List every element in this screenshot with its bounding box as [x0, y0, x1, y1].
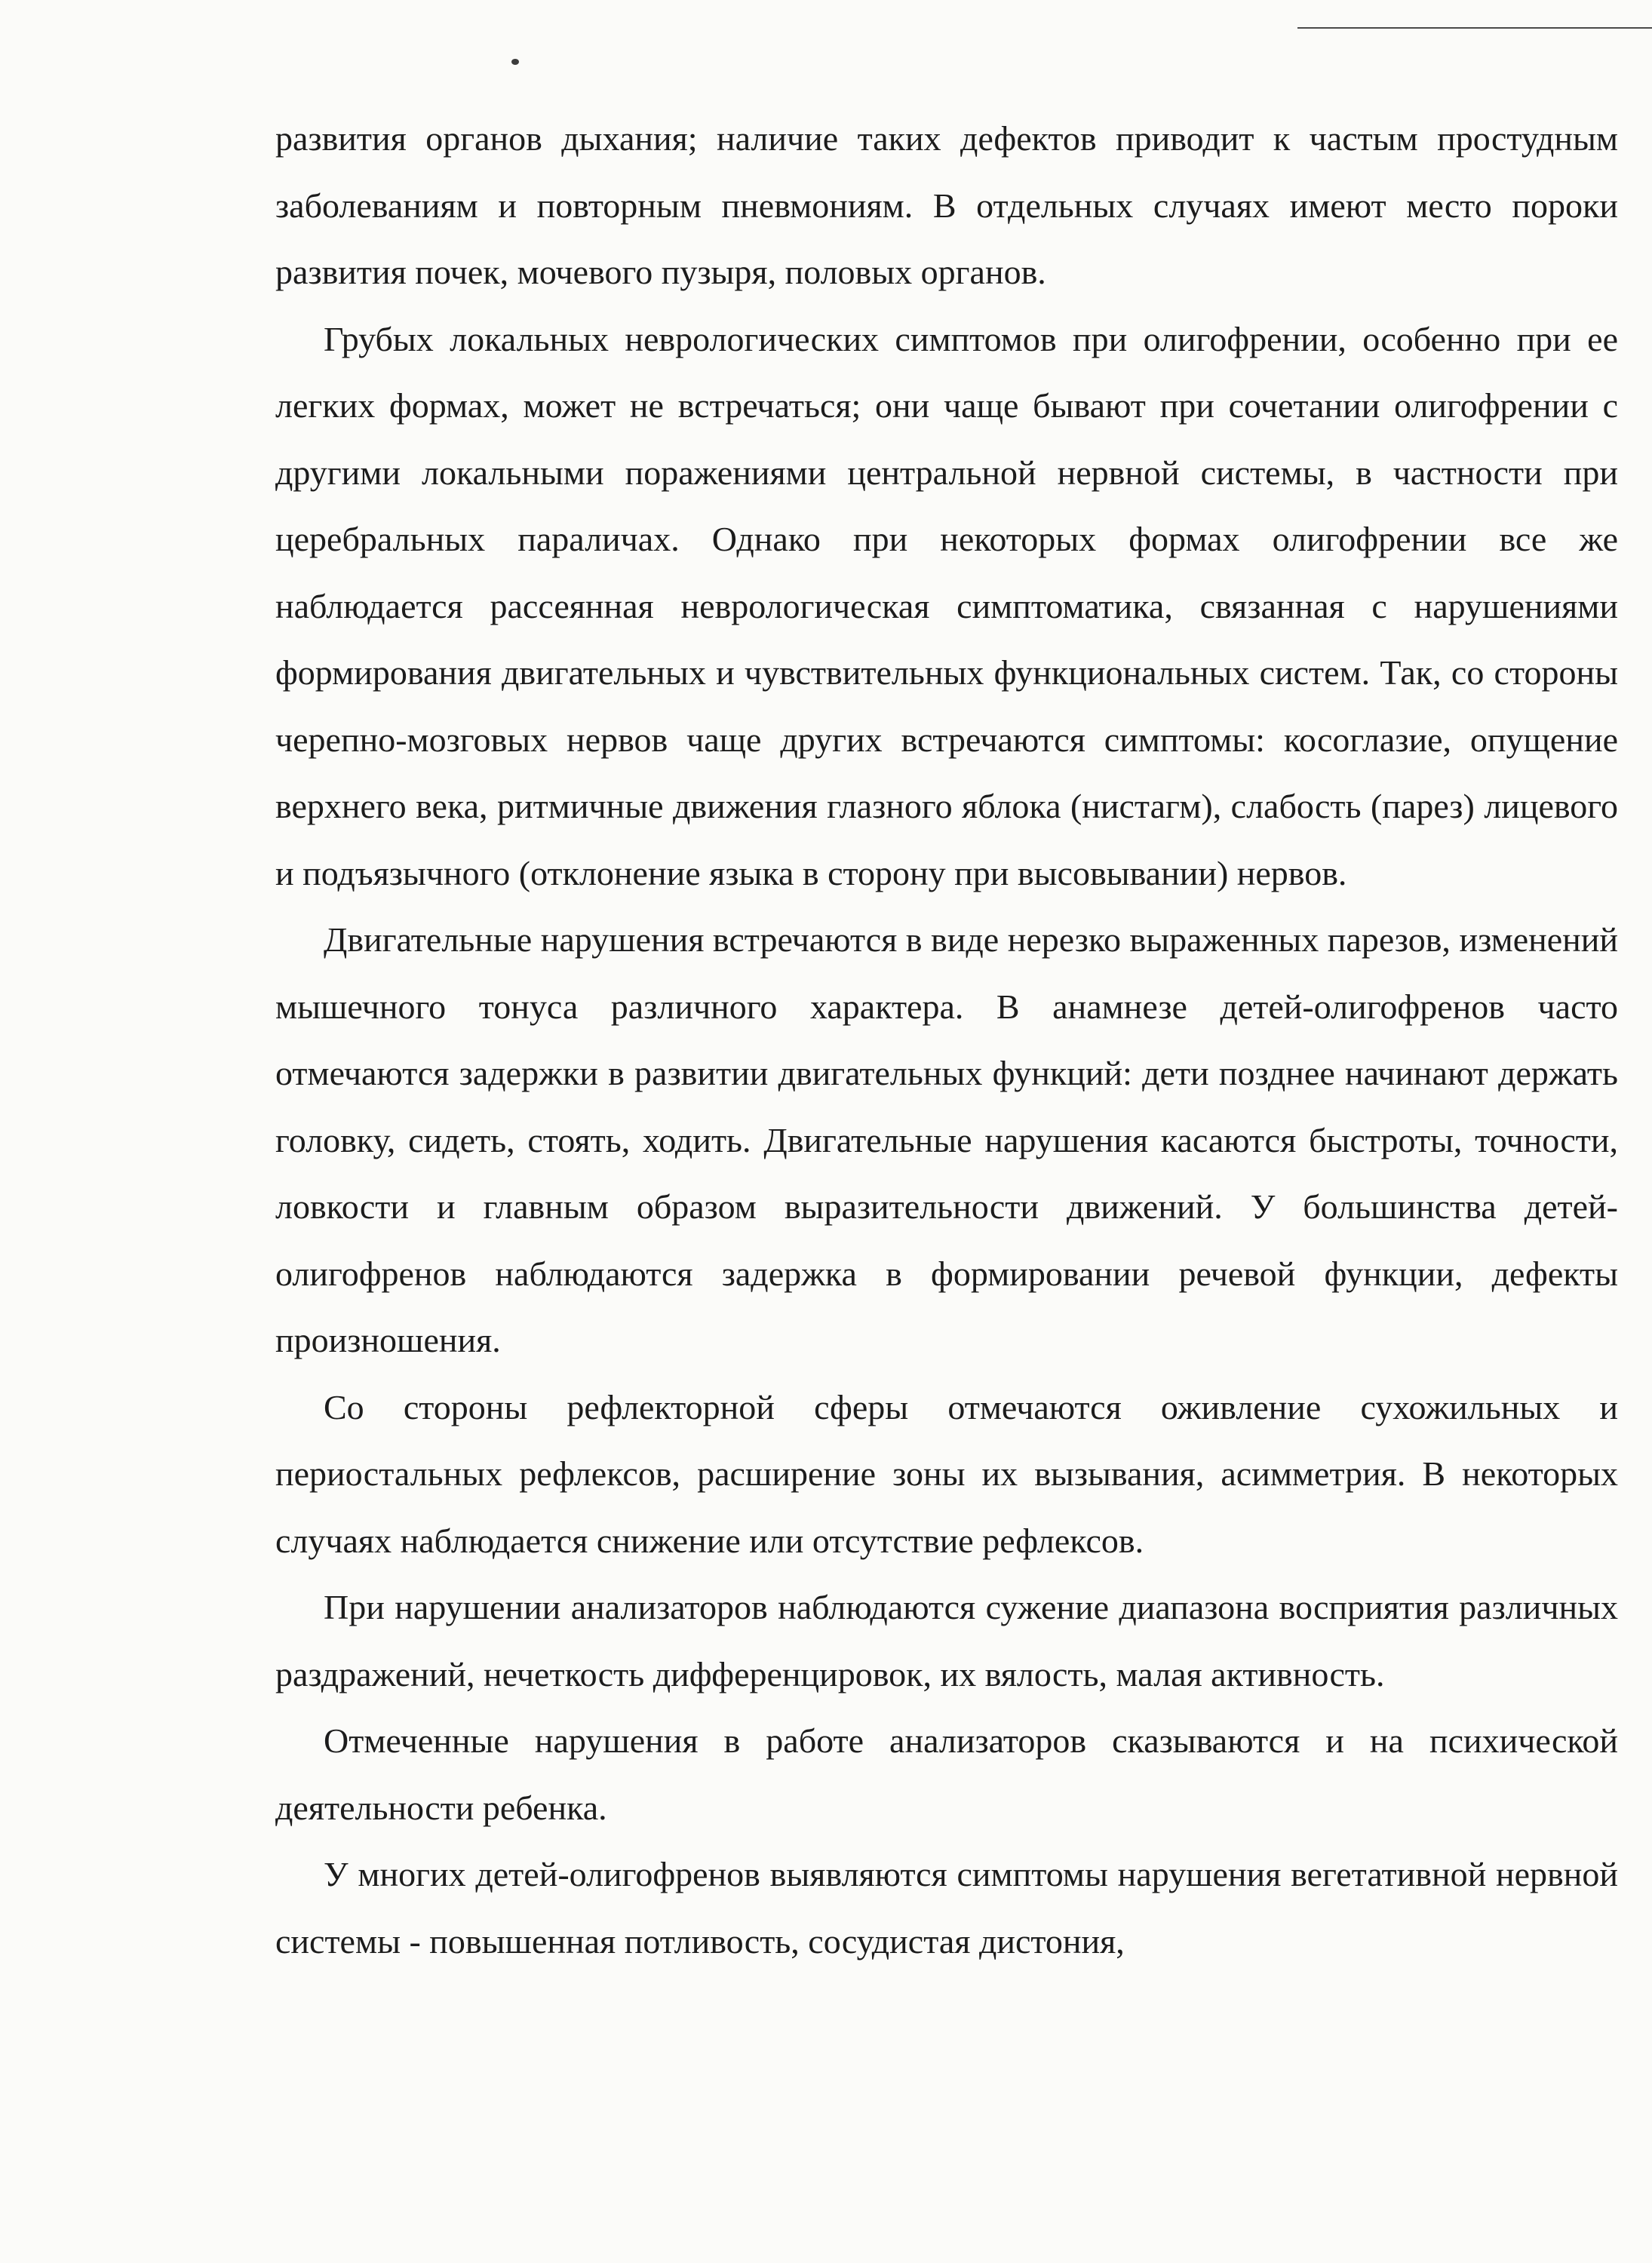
scan-speck — [511, 59, 519, 65]
paragraph-7: У многих детей-олигофренов выявляются симптомы нарушения вегетативной нервной системы - повышенная потливость, сосудистая дистония, — [275, 1855, 1618, 1961]
paragraph-6: Отмеченные нарушения в работе анализаторов сказываются и на психической деятельности ребенка. — [275, 1721, 1618, 1827]
paragraph-2: Грубых локальных неврологических симптомов при олигофрении, особенно при ее легких формах, может не встречаться; они чаще бывают при сочетании олигофрении с другими локальными поражениями центральной нервной системы, в частности при церебральных параличах. Однако при некоторых формах олигофрении все же наблюдается рассеянная неврологическая симптоматика, связанная с нарушениями формирования двигательных и чувствительных функциональных систем. Так, со стороны черепно-мозговых нервов чаще других встречаются симптомы: косоглазие, опущение верхнего века, ритмичные движения глазного яблока (нистагм), слабость (парез) лицевого и подъязычного (отклонение языка в сторону при высовывании) нервов. — [275, 319, 1618, 892]
paragraph-1: развития органов дыхания; наличие таких дефектов приводит к частым простудным заболеваниям и повторным пневмониям. В отдельных случаях имеют место пороки развития почек, мочевого пузыря, половых органов. — [275, 119, 1618, 291]
paragraph-3: Двигательные нарушения встречаются в виде нерезко выраженных парезов, изменений мышечного тонуса различного характера. В анамнезе детей-олигофренов часто отмечаются задержки в развитии двигательных функций: дети позднее начинают держать головку, сидеть, стоять, ходить. Двигательные нарушения касаются быстроты, точности, ловкости и главным образом выразительности движений. У большинства детей-олигофренов наблюдаются задержка в формировании речевой функции, дефекты произношения. — [275, 920, 1618, 1359]
paragraph-5: При нарушении анализаторов наблюдаются сужение диапазона восприятия различных раздражений, нечеткость дифференцировок, их вялость, малая активность. — [275, 1588, 1618, 1693]
top-edge-rule — [1297, 27, 1652, 29]
body-text — [275, 106, 1618, 1975]
paragraph-4: Со стороны рефлекторной сферы отмечаются оживление сухожильных и периостальных рефлексов, расширение зоны их вызывания, асимметрия. В некоторых случаях наблюдается снижение или отсутствие рефлексов. — [275, 1387, 1618, 1560]
